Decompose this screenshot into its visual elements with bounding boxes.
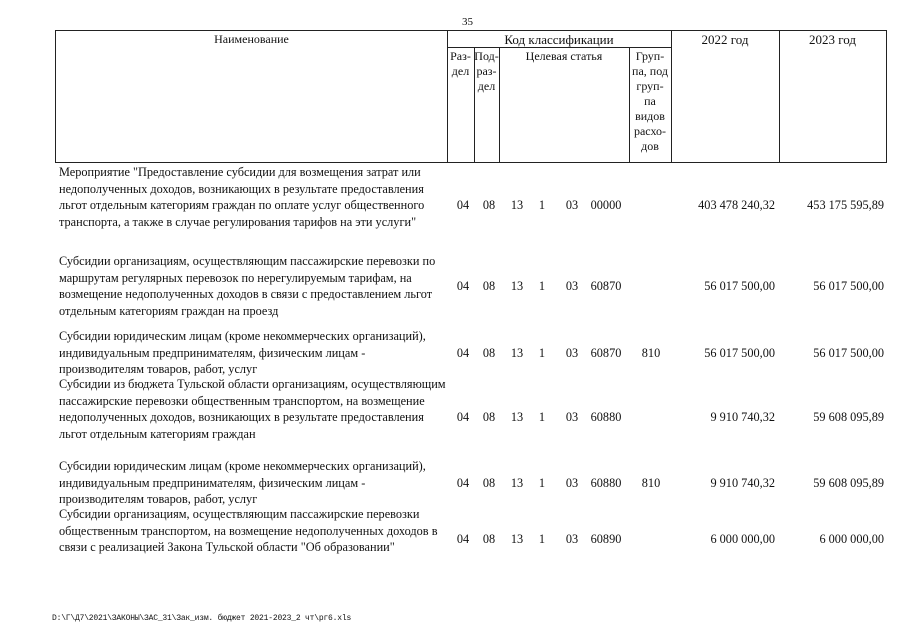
- cell-target-direction: 60880: [590, 476, 622, 490]
- header-group-line: Груп-: [635, 49, 665, 63]
- cell-podrazdel: 08: [482, 532, 496, 546]
- header-group: [629, 49, 671, 154]
- row-name: Субсидии юридическим лицам (кроме некоммерческих организаций), индивидуальным предпринимателям, физическим лицам - производителям товаров, работ, услуг: [59, 459, 426, 507]
- cell-podrazdel: 08: [482, 279, 496, 293]
- divider: [499, 47, 500, 162]
- cell-expense-type: 810: [641, 476, 661, 490]
- cell-amount-2023: 56 017 500,00: [813, 279, 884, 293]
- cell-target-event: 03: [565, 198, 579, 212]
- row-name: Субсидии организациям, осуществляющим пассажирские перевозки общественным транспортом, на возмещение недополученных доходов в связи с реализацией Закона Тульской области "Об образовании": [59, 507, 438, 555]
- header-podrazdel-line: дел: [477, 79, 496, 93]
- header-group-line: па, под: [632, 64, 668, 78]
- cell-target-direction: 00000: [590, 198, 622, 212]
- header-group-line: груп-: [636, 79, 664, 93]
- cell-target-subprogram: 1: [538, 198, 546, 212]
- header-year-2023: 2023 год: [809, 32, 856, 47]
- cell-amount-2022: 6 000 000,00: [710, 532, 775, 546]
- divider: [671, 31, 672, 162]
- header-group-line: па: [644, 94, 656, 108]
- header-razdel-line: Раз-: [450, 49, 471, 63]
- cell-podrazdel: 08: [482, 346, 496, 360]
- cell-target-subprogram: 1: [538, 346, 546, 360]
- cell-target-direction: 60870: [590, 346, 622, 360]
- header-group-line: расхо-: [633, 124, 667, 138]
- cell-razdel: 04: [456, 279, 470, 293]
- cell-razdel: 04: [456, 410, 470, 424]
- cell-amount-2022: 403 478 240,32: [698, 198, 775, 212]
- cell-target-program: 13: [510, 532, 524, 546]
- cell-amount-2023: 59 608 095,89: [813, 476, 884, 490]
- cell-target-event: 03: [565, 476, 579, 490]
- header-podrazdel-line: раз-: [476, 64, 497, 78]
- cell-razdel: 04: [456, 532, 470, 546]
- cell-amount-2022: 56 017 500,00: [704, 279, 775, 293]
- cell-amount-2022: 9 910 740,32: [710, 476, 775, 490]
- header-podrazdel: [474, 49, 499, 94]
- row-name: Субсидии из бюджета Тульской области организациям, осуществляющим пассажирские перевозки общественным транспортом, на возмещение недополученных доходов, возникающих в результате предоставления льгот отдельным категориям граждан: [59, 377, 446, 442]
- cell-target-event: 03: [565, 346, 579, 360]
- cell-amount-2022: 56 017 500,00: [704, 346, 775, 360]
- cell-amount-2023: 56 017 500,00: [813, 346, 884, 360]
- cell-target-event: 03: [565, 279, 579, 293]
- header-podrazdel-line: Под-: [474, 49, 499, 63]
- header-group-line: дов: [641, 139, 659, 153]
- header-classification: Код классификации: [504, 32, 614, 47]
- row-name: Мероприятие "Предоставление субсидии для возмещения затрат или недополученных доходов, возникающих в результате предоставления льгот отдельным категориям граждан по оплате услуг общественного транспорта, а также в случае регулирования тарифов на эти услуги": [59, 165, 425, 230]
- row-name: Субсидии организациям, осуществляющим пассажирские перевозки по маршрутам регулярных перевозок по нерегулируемым тарифам, на возмещение недополученных доходов в связи с предоставлением льгот отдельным категориям граждан на проезд: [59, 254, 436, 319]
- cell-target-direction: 60870: [590, 279, 622, 293]
- table-header: [55, 30, 887, 163]
- divider: [447, 47, 671, 48]
- cell-amount-2022: 9 910 740,32: [710, 410, 775, 424]
- header-razdel-line: дел: [451, 64, 470, 78]
- header-year-2022: 2022 год: [701, 32, 749, 47]
- cell-target-event: 03: [565, 410, 579, 424]
- cell-target-subprogram: 1: [538, 279, 546, 293]
- cell-amount-2023: 453 175 595,89: [807, 198, 884, 212]
- cell-amount-2023: 6 000 000,00: [819, 532, 884, 546]
- page-number: 35: [462, 16, 473, 28]
- cell-podrazdel: 08: [482, 410, 496, 424]
- row-name: Субсидии юридическим лицам (кроме некоммерческих организаций), индивидуальным предпринимателям, физическим лицам - производителям товаров, работ, услуг: [59, 329, 426, 377]
- cell-target-program: 13: [510, 198, 524, 212]
- header-razdel: [447, 49, 474, 79]
- divider: [779, 31, 780, 162]
- cell-expense-type: 810: [641, 346, 661, 360]
- file-path-footer: D:\Г\Д7\2021\ЗАКОНЫ\ЗАС_31\Зак_изм. бюджет 2021-2023_2 чт\рг6.xls: [52, 614, 352, 623]
- cell-amount-2023: 59 608 095,89: [813, 410, 884, 424]
- cell-target-direction: 60880: [590, 410, 622, 424]
- header-group-line: видов: [635, 109, 665, 123]
- cell-target-program: 13: [510, 346, 524, 360]
- cell-target-subprogram: 1: [538, 532, 546, 546]
- cell-target-event: 03: [565, 532, 579, 546]
- cell-podrazdel: 08: [482, 476, 496, 490]
- cell-razdel: 04: [456, 346, 470, 360]
- cell-target-program: 13: [510, 410, 524, 424]
- cell-target-program: 13: [510, 476, 524, 490]
- header-target: Целевая статья: [525, 49, 603, 63]
- cell-razdel: 04: [456, 476, 470, 490]
- cell-target-subprogram: 1: [538, 476, 546, 490]
- cell-target-direction: 60890: [590, 532, 622, 546]
- cell-target-program: 13: [510, 279, 524, 293]
- cell-target-subprogram: 1: [538, 410, 546, 424]
- cell-razdel: 04: [456, 198, 470, 212]
- cell-podrazdel: 08: [482, 198, 496, 212]
- header-name: Наименование: [214, 32, 289, 46]
